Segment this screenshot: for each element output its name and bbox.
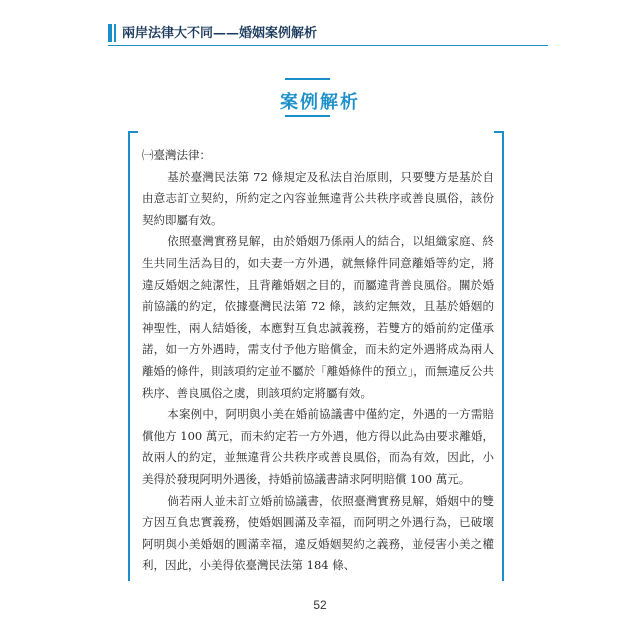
header-accent-bar bbox=[108, 24, 112, 42]
section-rule-bottom bbox=[285, 115, 330, 117]
frame-top-left-corner bbox=[128, 131, 138, 133]
section-rule-top bbox=[285, 78, 330, 80]
frame-top-right-corner bbox=[494, 131, 504, 133]
subsection-heading: ㈠臺灣法律： bbox=[142, 148, 211, 162]
running-header-title: 兩岸法律大不同——婚姻案例解析 bbox=[122, 26, 318, 41]
paragraph: 依照臺灣實務見解，由於婚姻乃係兩人的結合，以組織家庭、終生共同生活為目的，如夫妻一方外遇，就無條件同意離婚等約定，將違反婚姻之純潔性，且背離婚姻之目的，而屬違背善良風俗。關於婚前協議的約定，依據臺灣民法第 72 條，該約定無效，且基於婚姻的神聖性，兩人結婚後，本應對互負忠誠義務，若雙方的婚前約定僅承諾，如一方外遇時，需支付予他方賠償金，而未約定外遇將成為兩人離婚的條件，則該項約定並不屬於「離婚條件的預立」，而無違反公共秩序、善良風俗之虞，則該項約定將屬有效。 bbox=[142, 234, 494, 400]
section-title: 案例解析 bbox=[280, 92, 360, 113]
header-divider bbox=[108, 45, 548, 46]
paragraph: 本案例中，阿明與小美在婚前協議書中僅約定，外遇的一方需賠償他方 100 萬元，而未約定若一方外遇，他方得以此為由要求離婚，故兩人的約定，並無違背公共秩序或善良風俗，而為有效，因此，小美得於發現阿明外遇後，持婚前協議書請求阿明賠償 100 萬元。 bbox=[142, 407, 494, 486]
paragraph: 倘若兩人並未訂立婚前協議書，依照臺灣實務見解，婚姻中的雙方因互負忠實義務，使婚姻圓滿及幸福，而阿明之外遇行為，已破壞阿明與小美婚姻的圓滿幸福，違反婚姻契約之義務，並侵害小美之權利，因此，小美得依臺灣民法第 184 條、 bbox=[142, 493, 494, 573]
paragraph: 基於臺灣民法第 72 條規定及私法自治原則，只要雙方是基於自由意志訂立契約，所約定之內容並無違背公共秩序或善良風俗，該份契約即屬有效。 bbox=[142, 169, 494, 227]
frame-right-border bbox=[502, 131, 504, 581]
body-text bbox=[142, 145, 494, 577]
page-number: 52 bbox=[313, 598, 327, 612]
frame-left-border bbox=[128, 131, 130, 581]
header-accent-bar-thin bbox=[114, 24, 116, 42]
